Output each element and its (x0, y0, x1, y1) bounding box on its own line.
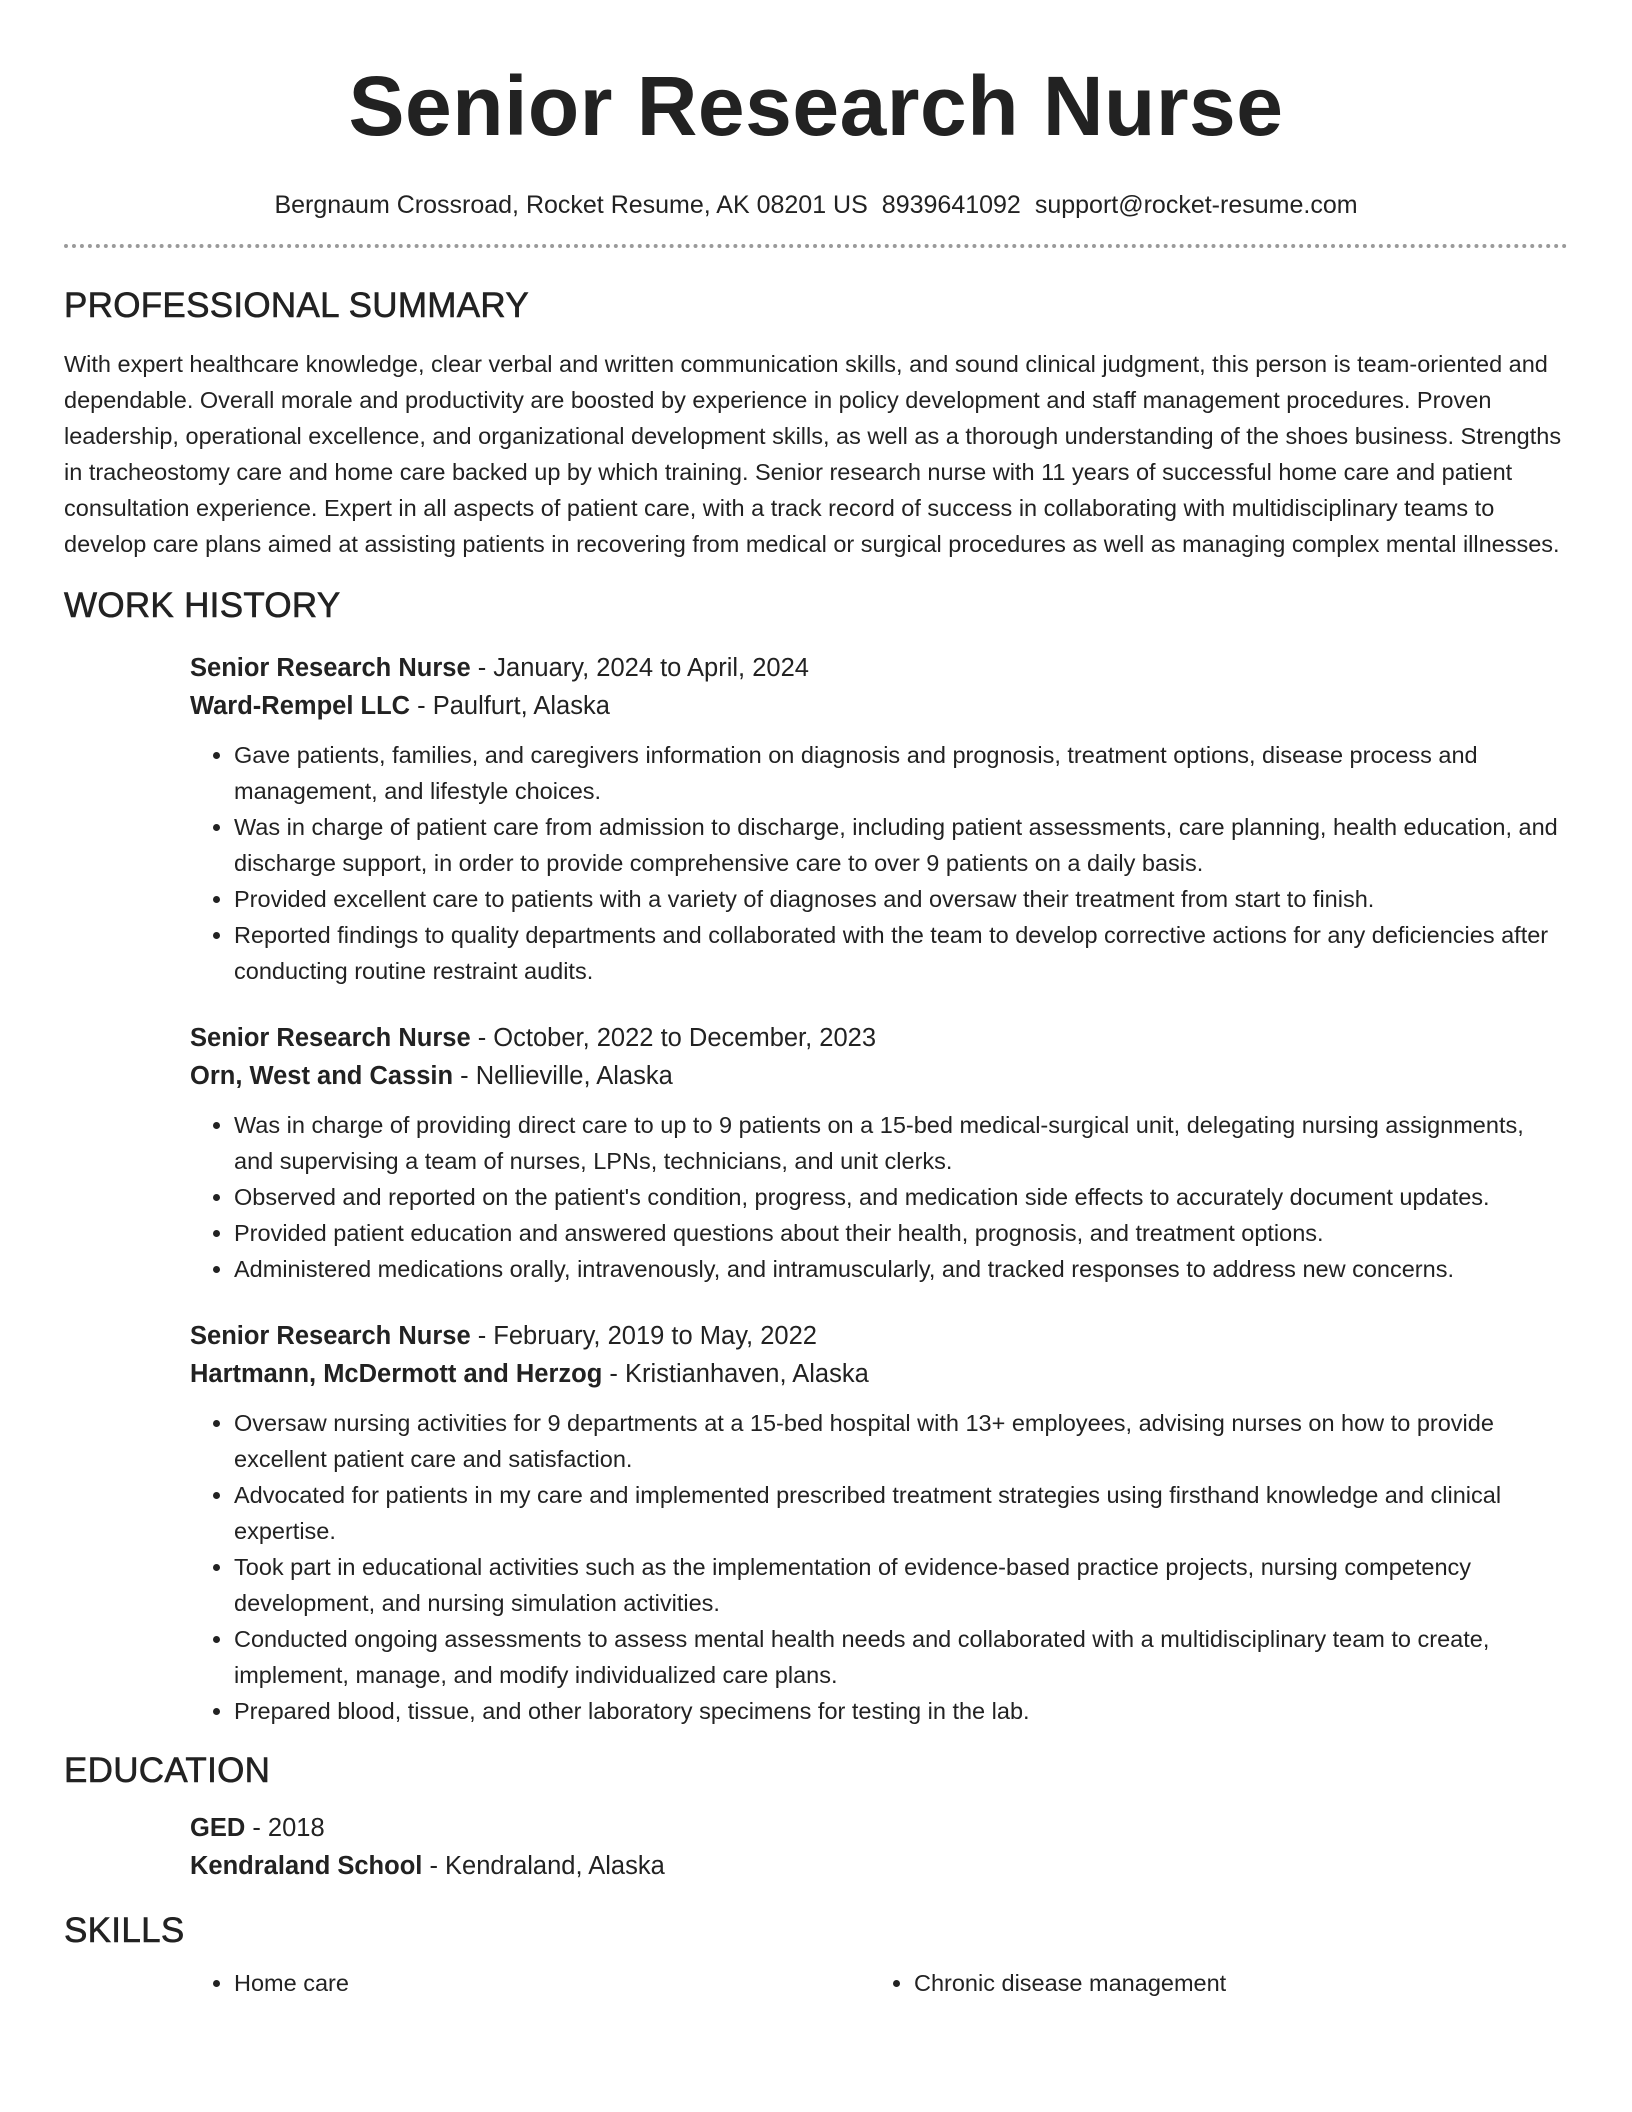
summary-text: With expert healthcare knowledge, clear verbal and written communication skills, and sound clinical judgment, this person is team-oriented and dependable. Overall morale and productivity are boosted by experience in policy development and staff management procedures. Proven leadership, operational excellence, and organizational development skills, as well as a thorough understanding of the shoes business. Strengths in tracheostomy care and home care backed up by which training. Senior research nurse with 11 years of successful home care and patient consultation experience. Expert in all aspects of patient care, with a track record of success in collaborating with multidisciplinary teams to develop care plans aimed at assisting patients in recovering from medical or surgical procedures as well as managing complex mental illnesses. (64, 351, 1562, 557)
job-role: Senior Research Nurse (190, 654, 471, 682)
education-entry (190, 1809, 1568, 1885)
education-school: Kendraland School (190, 1852, 423, 1880)
contact-line (64, 190, 1568, 220)
job-company: Orn, West and Cassin (190, 1062, 454, 1090)
job-bullet: • Administered medications orally, intravenously, and intramuscularly, and tracked responses to address new concerns. (234, 1251, 1568, 1287)
work-history-heading: WORK HISTORY (64, 586, 341, 625)
contact-address: Bergnaum Crossroad, Rocket Resume, AK 08201 US (274, 191, 868, 219)
job-bullets (190, 737, 1568, 989)
job-bullet: • Observed and reported on the patient's condition, progress, and medication side effects to accurately document updates. (234, 1179, 1568, 1215)
job-bullet: • Reported findings to quality departments and collaborated with the team to develop corrective actions for any deficiencies after conducting routine restraint audits. (234, 917, 1568, 989)
skill-item: • Home care (234, 1965, 870, 2001)
job-company-line (190, 687, 1568, 725)
work-history-section (64, 586, 1568, 1729)
job-bullet: • Prepared blood, tissue, and other laboratory specimens for testing in the lab. (234, 1693, 1568, 1729)
skills-section (64, 1911, 1568, 2001)
skills-list-left (190, 1965, 870, 2001)
job-role: Senior Research Nurse (190, 1024, 471, 1052)
job-bullet: • Provided patient education and answered questions about their health, prognosis, and treatment options. (234, 1215, 1568, 1251)
job-title-line (190, 1019, 1568, 1057)
education-section (64, 1751, 1568, 1885)
job-dates: - October, 2022 to December, 2023 (470, 1024, 877, 1052)
education-degree: GED (190, 1814, 246, 1842)
job-bullet: • Took part in educational activities such as the implementation of evidence-based practice projects, nursing competency development, and nursing simulation activities. (234, 1549, 1568, 1621)
job-title-line (190, 1317, 1568, 1355)
job-dates: - February, 2019 to May, 2022 (470, 1322, 817, 1350)
education-year: - 2018 (245, 1814, 325, 1842)
job-bullet: • Oversaw nursing activities for 9 departments at a 15-bed hospital with 13+ employees, advising nurses on how to provide excellent patient care and satisfaction. (234, 1405, 1568, 1477)
job-company: Ward-Rempel LLC (190, 692, 411, 720)
summary-heading: PROFESSIONAL SUMMARY (64, 286, 529, 325)
job-location: - Kristianhaven, Alaska (602, 1360, 869, 1388)
job-entry (190, 1317, 1568, 1729)
job-bullets (190, 1107, 1568, 1287)
job-company-line (190, 1057, 1568, 1095)
job-entry (190, 649, 1568, 989)
job-dates: - January, 2024 to April, 2024 (470, 654, 809, 682)
skills-grid (190, 1965, 1568, 2001)
job-role: Senior Research Nurse (190, 1322, 471, 1350)
job-bullet: • Was in charge of providing direct care to up to 9 patients on a 15-bed medical-surgical unit, delegating nursing assignments, and supervising a team of nurses, LPNs, technicians, and unit clerks. (234, 1107, 1568, 1179)
education-degree-line (190, 1809, 1568, 1847)
job-bullets (190, 1405, 1568, 1729)
summary-section (64, 286, 1568, 562)
job-location: - Nellieville, Alaska (453, 1062, 673, 1090)
job-bullet: • Provided excellent care to patients with a variety of diagnoses and oversaw their treatment from start to finish. (234, 881, 1568, 917)
job-bullet: • Was in charge of patient care from admission to discharge, including patient assessments, care planning, health education, and discharge support, in order to provide comprehensive care to over 9 patients on a daily basis. (234, 809, 1568, 881)
education-location: - Kendraland, Alaska (422, 1852, 665, 1880)
contact-email: support@rocket-resume.com (1034, 191, 1358, 219)
job-bullet: • Gave patients, families, and caregivers information on diagnosis and prognosis, treatment options, disease process and management, and lifestyle choices. (234, 737, 1568, 809)
skills-list-right (870, 1965, 1568, 2001)
education-school-line (190, 1847, 1568, 1885)
job-entry (190, 1019, 1568, 1287)
skills-heading: SKILLS (64, 1911, 185, 1950)
contact-phone: 8939641092 (881, 191, 1021, 219)
candidate-name: Senior Research Nurse (348, 59, 1284, 153)
job-title-line (190, 649, 1568, 687)
education-heading: EDUCATION (64, 1751, 271, 1790)
skill-item: • Chronic disease management (914, 1965, 1568, 2001)
job-bullet: • Conducted ongoing assessments to assess mental health needs and collaborated with a multidisciplinary team to create, implement, manage, and modify individualized care plans. (234, 1621, 1568, 1693)
header-divider (64, 244, 1568, 248)
job-company: Hartmann, McDermott and Herzog (190, 1360, 603, 1388)
job-bullet: • Advocated for patients in my care and implemented prescribed treatment strategies using firsthand knowledge and clinical expertise. (234, 1477, 1568, 1549)
job-location: - Paulfurt, Alaska (410, 692, 610, 720)
job-company-line (190, 1355, 1568, 1393)
